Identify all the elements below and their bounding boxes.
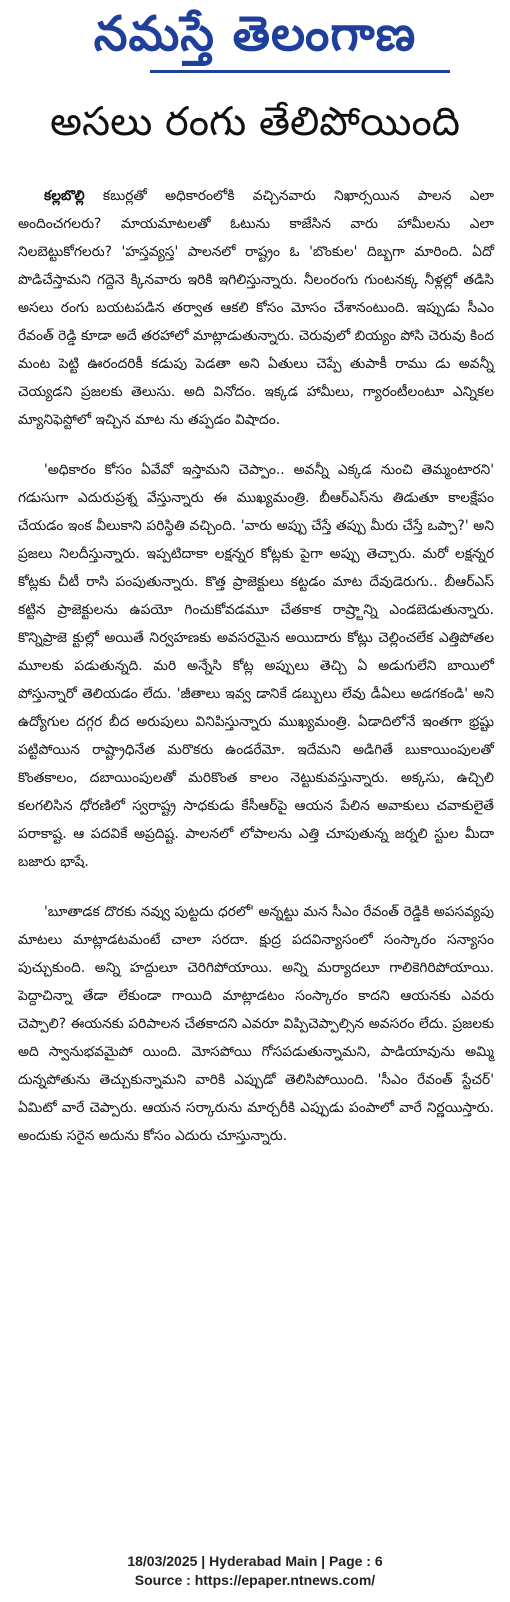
paragraph-lead-word: కల్లబొల్లి bbox=[44, 188, 85, 204]
masthead-underline bbox=[150, 70, 450, 73]
newspaper-masthead: నమస్తే తెలంగాణ bbox=[93, 6, 417, 62]
article-paragraph-3: 'బూతాడక దొరకు నవ్వు పుట్టదు ధరలో' అన్నట్టు మన సీఎం రేవంత్ రెడ్డికి అపసవ్యపు మాటలు మాట్లాడటమంటే చాలా సరదా. క్షుద్ర పదవిన్యాసంలో సంస్కారం సన్యాసం పుచ్చుకుంది. అన్ని హద్దులూ చెరిగిపోయాయి. అన్ని మర్యాదలూ గాలికెగిరిపోయాయి. పెద్దాచిన్నా తేడా లేకుండా గాయిది మాట్లాడటం సంస్కారం కాదని ఆయనకు ఎవరు చెప్పాలి? ఈయనకు పరిపాలన చేతకాదని ఎవరూ విప్పిచెప్పాల్సిన అవసరం లేదు. ప్రజలకు అది స్వానుభవమైపో యింది. మోసపోయి గోసపడుతున్నామని, పాడియావును అమ్మి దున్నపోతును తెచ్చుకున్నామని వారికి ఎప్పుడో తెలిసిపోయింది. 'సీఎం రేవంత్ స్టేచర్' ఏమిటో వారే చెప్పారు. ఆయన సర్కారును మార్చరీకి ఎప్పుడు పంపాలో వారే నిర్ణయిస్తారు. అందుకు సరైన అదును కోసం ఎదురు చూస్తున్నారు. bbox=[18, 904, 494, 1144]
article-paragraph-1 bbox=[18, 182, 494, 434]
paragraph-text: కబుర్లతో అధికారంలోకి వచ్చినవారు నిఖార్సయిన పాలన ఎలా అందించగలరు? మాయమాటలతో ఓటును కాజేసిన వారు హామీలను ఎలా నిలబెట్టుకోగలరు? 'హస్తవ్యస్త' పాలనలో రాష్ట్రం ఓ 'బొంకుల' దిబ్బగా మారింది. ఏదో పొడిచేస్తామని గద్దెనె క్కినవారు ఇరికి ఇగిలిస్తున్నారు. నీలంరంగు గుంటనక్క నీళ్లల్లో తడిసి అసలు రంగు బయటపడిన తర్వాత ఆకలి కోసం మోసం చేశానంటుంది. ఇప్పుడు సీఎం రేవంత్ రెడ్డి కూడా అదే తరహాలో మాట్లాడుతున్నారు. చెరువులో బియ్యం పోసి చెరువు కింద మంట పెట్టి ఊరందరికీ కడుపు పెడతా అని ఏతులు చెప్పే తుపాకీ రాము డు అవన్నీ చెయ్యడని ప్రజలకు తెలుసు. అది వినోదం. ఇక్కడ హామీలు, గ్యారంటీలంటూ ఎన్నికల మ్యానిఫెస్టోలో ఇచ్చిన మాట ను తప్పడం విషాదం. bbox=[18, 188, 494, 428]
article-headline: అసలు రంగు తేలిపోయింది bbox=[50, 99, 460, 145]
article-body bbox=[18, 182, 494, 1172]
clipping-footer bbox=[0, 1552, 510, 1590]
source-line: Source : https://epaper.ntnews.com/ bbox=[134, 1572, 376, 1588]
article-paragraph-2: 'అధికారం కోసం ఏవేవో ఇస్తామని చెప్పాం.. అవన్నీ ఎక్కడ నుంచి తెమ్మంటారని' గడుసుగా ఎదురుప్రశ్న వేస్తున్నారు ఈ ముఖ్యమంత్రి. బీఆర్ఎస్‌ను తిడుతూ కాలక్షేపం చేయడం ఇంక వీలుకాని పరిస్థితి వచ్చింది. 'వారు అప్పు చేస్తే తప్పు మీరు చేస్తే ఒప్పా?' అని ప్రజలు నిలదీస్తున్నారు. ఇప్పటిదాకా లక్షన్నర కోట్లకు పైగా అప్పు తెచ్చారు. మరో లక్షన్నర కోట్లకు చీటీ రాసి పంపుతున్నారు. కొత్త ప్రాజెక్టులు కట్టడం మాట దేవుడెరుగు.. బీఆర్ఎస్ కట్టిన ప్రాజెక్టులను ఉపయో గించుకోవడమూ చేతకాక రాష్ర్టాన్ని ఎండబెడుతున్నారు. కొన్నిప్రాజె క్టుల్లో అయితే నిర్వహణకు అవసరమైన అయిదారు కోట్లు చెల్లించలేక ఎత్తిపోతల మూలకు పడుతున్నది. మరి అన్నేసి కోట్ల అప్పులు తెచ్చి ఏ అడుగులేని బాయిలో పోస్తున్నారో తెలియడం లేదు. 'జీతాలు ఇవ్వ డానికే డబ్బులు లేవు డీఏలు అడగకండి' అని ఉద్యోగుల దగ్గర బీద అరుపులు వినిపిస్తున్నారు ముఖ్యమంత్రి. ఏడాదిలోనే ఇంతగా భ్రష్టు పట్టిపోయిన రాష్ట్రాధినేత మరొకరు ఉండరేమో. ఇదేమని అడిగితే బుకాయింపులతో కొంతకాలం, దబాయింపులతో మరికొంత కాలం నెట్టుకువస్తున్నారు. అక్కసు, ఉచ్చిలి కలగలిసిన ధోరణిలో స్వరాష్ట్ర సాధకుడు కేసీఆర్‌పై ఆయన పేలిన అవాకులు చవాకులైతే పరాకాష్ట. ఆ పదవికే అప్రదిష్ట. పాలనలో లోపాలను ఎత్తి చూపుతున్న జర్నలి స్టుల మీదా బజారు భాషే. bbox=[18, 462, 494, 870]
dateline: 18/03/2025 | Hyderabad Main | Page : 6 bbox=[127, 1553, 383, 1569]
